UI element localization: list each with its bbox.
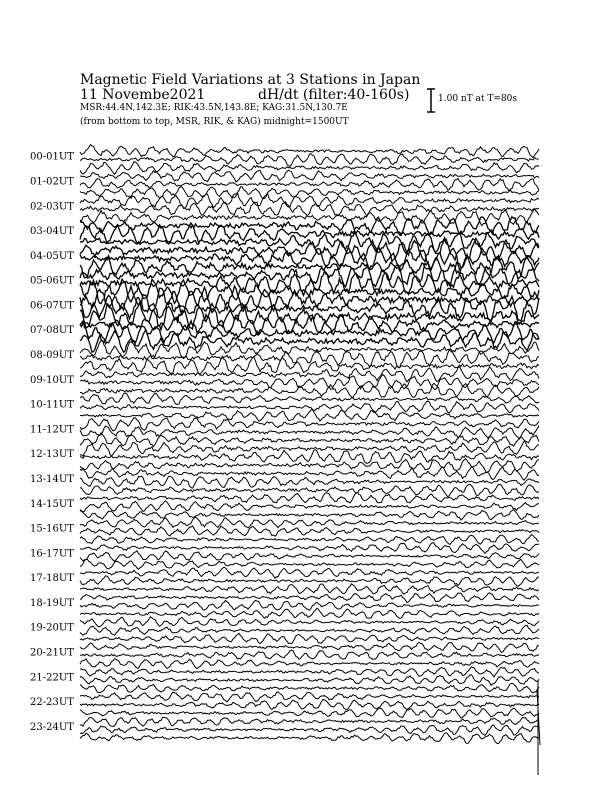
spike-artifacts: [537, 680, 540, 775]
hour-label: 14-15UT: [30, 498, 74, 510]
hour-label: 10-11UT: [30, 399, 74, 411]
station-coordinates: MSR:44.4N,142.3E; RIK:43.5N,143.8E; KAG:31.5N,130.7E: [80, 103, 348, 113]
trace-19-20UT-kag: [80, 617, 539, 627]
trace-09-10UT-msr: [80, 383, 539, 398]
trace-16-17UT-kag: [80, 543, 539, 554]
trace-15-16UT-kag: [80, 517, 539, 528]
trace-22-23UT-msr: [80, 708, 539, 718]
hour-label: 07-08UT: [30, 325, 74, 337]
trace-02-03UT-rik: [80, 202, 539, 216]
trace-13-14UT-kag: [80, 467, 539, 480]
chart-title: Magnetic Field Variations at 3 Stations in Japan: [80, 72, 421, 88]
trace-18-19UT-kag: [80, 593, 539, 603]
hour-label: 23-24UT: [30, 721, 74, 733]
hour-label: 05-06UT: [30, 275, 74, 287]
trace-20-21UT-msr: [80, 659, 539, 669]
trace-16-17UT-msr: [80, 559, 539, 569]
trace-08-09UT-msr: [80, 356, 539, 375]
trace-15-16UT-rik: [80, 526, 539, 536]
trace-19-20UT-rik: [80, 625, 539, 635]
trace-15-16UT-msr: [80, 535, 539, 545]
hour-label: 12-13UT: [30, 449, 74, 461]
trace-08-09UT-kag: [80, 340, 539, 358]
trace-14-15UT-kag: [80, 492, 539, 503]
chart-quantity: dH/dt (filter:40-160s): [258, 87, 410, 103]
trace-20-21UT-rik: [80, 650, 539, 659]
hour-label: 11-12UT: [30, 424, 74, 436]
trace-12-13UT-rik: [80, 450, 539, 464]
trace-00-01UT-msr: [80, 162, 539, 175]
hour-label: 01-02UT: [30, 176, 74, 188]
trace-21-22UT-msr: [80, 683, 539, 693]
trace-20-21UT-kag: [80, 643, 539, 653]
scale-bar-label: 1.00 nT at T=80s: [438, 94, 518, 104]
trace-22-23UT-kag: [80, 692, 539, 702]
hour-label: 03-04UT: [30, 226, 74, 238]
trace-21-22UT-rik: [80, 675, 539, 686]
trace-12-13UT-msr: [80, 459, 539, 473]
hour-label: 04-05UT: [30, 250, 74, 262]
trace-10-11UT-kag: [80, 393, 539, 405]
hour-label: 08-09UT: [30, 350, 74, 362]
trace-00-01UT-rik: [80, 154, 539, 166]
trace-17-18UT-rik: [80, 576, 539, 587]
trace-19-20UT-msr: [80, 633, 539, 643]
station-order-note: (from bottom to top, MSR, RIK, & KAG) midnight=1500UT: [80, 117, 349, 127]
trace-11-12UT-kag: [80, 418, 539, 431]
trace-00-01UT-kag: [80, 145, 539, 158]
hour-label: 17-18UT: [30, 573, 74, 585]
trace-10-11UT-msr: [80, 410, 539, 421]
hour-label: 06-07UT: [30, 300, 74, 312]
hour-labels: [30, 152, 74, 733]
hour-label: 16-17UT: [30, 548, 74, 560]
traces-group: [80, 145, 539, 744]
hour-label: 18-19UT: [30, 597, 74, 609]
hour-label: 02-03UT: [30, 201, 74, 213]
trace-16-17UT-rik: [80, 551, 539, 562]
trace-13-14UT-rik: [80, 476, 539, 488]
hour-label: 00-01UT: [30, 151, 74, 163]
hour-label: 19-20UT: [30, 622, 74, 634]
trace-18-19UT-rik: [80, 600, 539, 610]
hour-label: 15-16UT: [30, 523, 74, 535]
hour-label: 21-22UT: [30, 672, 74, 684]
trace-13-14UT-msr: [80, 484, 539, 496]
trace-23-24UT-rik: [80, 725, 539, 735]
hour-label: 20-21UT: [30, 647, 74, 659]
hour-label: 09-10UT: [30, 374, 74, 386]
trace-14-15UT-msr: [80, 509, 539, 520]
trace-11-12UT-msr: [80, 433, 539, 447]
trace-17-18UT-msr: [80, 584, 539, 594]
hour-label: 13-14UT: [30, 473, 74, 485]
trace-22-23UT-rik: [80, 700, 539, 710]
hour-label: 22-23UT: [30, 697, 74, 709]
scale-bar: [427, 89, 435, 112]
chart-date: 11 Novembe2021: [80, 87, 206, 103]
trace-17-18UT-kag: [80, 567, 539, 578]
trace-14-15UT-rik: [80, 501, 539, 512]
trace-23-24UT-kag: [80, 717, 539, 726]
trace-23-24UT-msr: [80, 733, 539, 744]
trace-11-12UT-rik: [80, 426, 539, 439]
